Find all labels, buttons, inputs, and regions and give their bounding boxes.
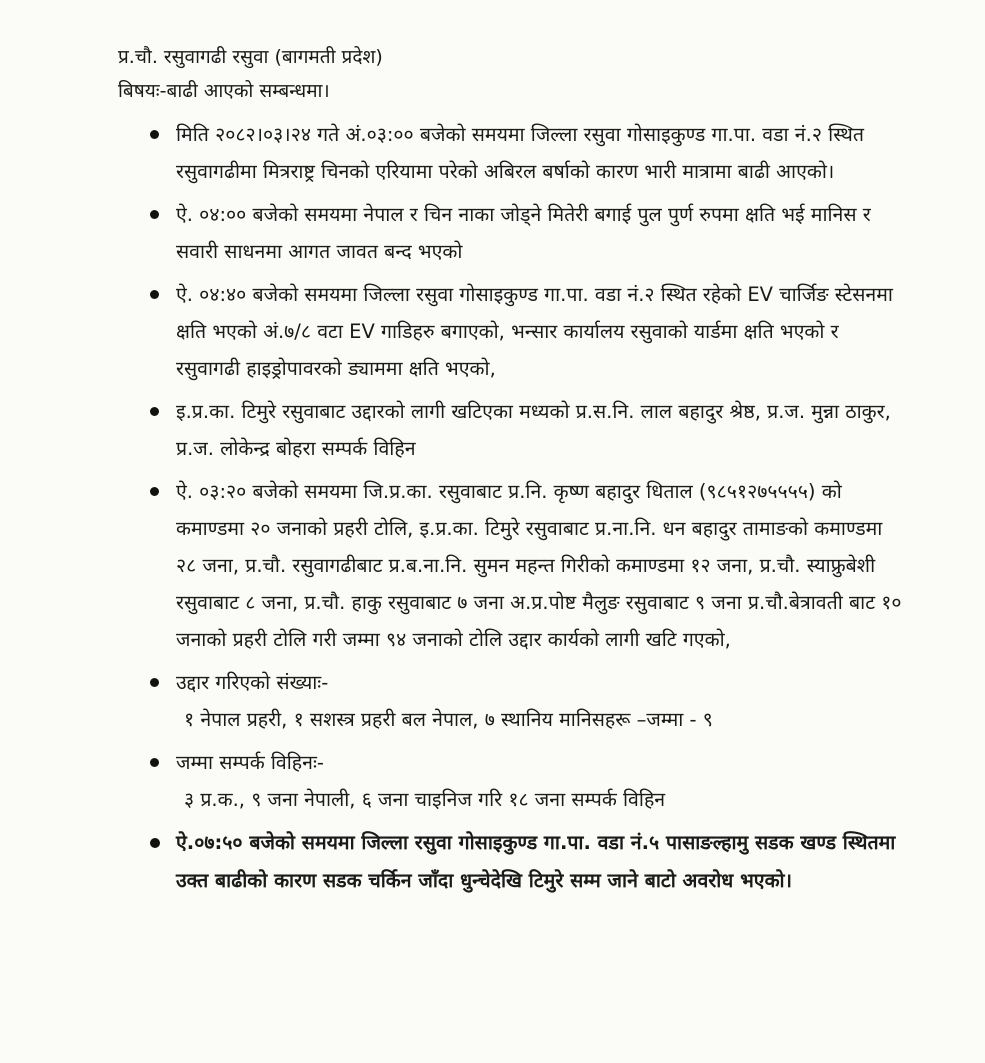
bullet-icon <box>150 407 159 416</box>
list-item-text: मिति २०८२।०३।२४ गते अं.०३:०० बजेको समयमा जिल्ला रसुवा गोसाइकुण्ड गा.पा. वडा नं.२ स्थित रसुवागढीमा मित्रराष्ट्र चिनको एरियामा परेको अबिरल बर्षाको कारण भारी मात्रामा बाढी आएको। <box>176 123 864 183</box>
list-item <box>118 473 905 658</box>
list-item-text: ऐ. ०४:४० बजेको समयमा जिल्ला रसुवा गोसाइकुण्ड गा.पा. वडा नं.२ स्थित रहेको EV चार्जिङ स्टेसनमा क्षति भएको अं.७/८ वटा EV गाडिहरु बगाएको, भन्सार कार्यालय रसुवाको यार्डमा क्षति भएको र रसुवागढी हाइड्रोपावरको ड्याममा क्षति भएको, <box>176 283 893 380</box>
list-item <box>118 393 905 467</box>
list-item <box>118 116 905 190</box>
missing-detail: ३ प्र.क., ९ जना नेपाली, ६ जना चाइनिज गरि १८ जना सम्पर्क विहिन <box>184 788 666 811</box>
rescued-detail: १ नेपाल प्रहरी, १ सशस्त्र प्रहरी बल नेपाल, ७ स्थानिय मानिसहरू –जम्मा - ९ <box>184 708 713 731</box>
bullet-icon <box>150 290 159 299</box>
bullet-icon <box>150 678 159 687</box>
list-item <box>118 276 905 387</box>
list-item-text: इ.प्र.का. टिमुरे रसुवाबाट उद्दारको लागी खटिएका मध्यको प्र.स.नि. लाल बहादुर श्रेष्ठ, प्र.ज. मुन्ना ठाकुर, प्र.ज. लोकेन्द्र बोहरा सम्पर्क विहिन <box>176 400 891 460</box>
rescued-heading: उद्दार गरिएको संख्याः- <box>176 671 329 694</box>
rescued-count-item <box>118 664 905 738</box>
list-item-text: ऐ.०७:५० बजेको समयमा जिल्ला रसुवा गोसाइकुण्ड गा.पा. वडा नं.५ पासाङल्हामु सडक खण्ड स्थितमा उक्त बाढीको कारण सडक चर्किन जाँदा धुन्चेदेखि टिमुरे सम्म जाने बाटो अवरोध भएको। <box>176 831 896 892</box>
bullet-icon <box>150 487 159 496</box>
missing-heading: जम्मा सम्पर्क विहिनः- <box>176 751 324 774</box>
bullet-icon <box>150 210 159 219</box>
list-item <box>118 196 905 270</box>
office-name: प्र.चौ. रसुवागढी रसुवा (बागमती प्रदेश) <box>118 46 383 68</box>
list-item-text: ऐ. ०३:२० बजेको समयमा जि.प्र.का. रसुवाबाट प्र.नि. कृष्ण बहादुर धिताल (९८५१२७५५५५) को कमाण्डमा २० जनाको प्रहरी टोलि, इ.प्र.का. टिमुरे रसुवाबाट प्र.ना.नि. धन बहादुर तामाङको कमाण्डमा २८ जना, प्र.चौ. रसुवागढीबाट प्र.ब.ना.नि. सुमन महन्त गिरीको कमाण्डमा १२ जना, प्र.चौ. स्याफ्रुबेशी रसुवाबाट ८ जना, प्र.चौ. हाकु रसुवाबाट ७ जना अ.प्र.पोष्ट मैलुङ रसुवाबाट ९ जना प्र.चौ.बेत्रावती बाट १० जनाको प्रहरी टोलि गरी जम्मा ९४ जनाको टोलि उद्दार कार्यको लागी खटि गएको, <box>176 480 902 651</box>
subject-line: बिषयः-बाढी आएको सम्बन्धमा। <box>118 80 330 102</box>
bullet-icon <box>150 838 160 848</box>
bullet-icon <box>150 130 159 139</box>
road-blocked-item <box>118 824 905 900</box>
list-item-text: ऐ. ०४:०० बजेको समयमा नेपाल र चिन नाका जोड्ने मितेरी बगाई पुल पुर्ण रुपमा क्षति भई मानिस र सवारी साधनमा आगत जावत बन्द भएको <box>176 203 871 263</box>
missing-count-item <box>118 744 905 818</box>
bullet-icon <box>150 758 159 767</box>
report-list <box>118 116 905 900</box>
